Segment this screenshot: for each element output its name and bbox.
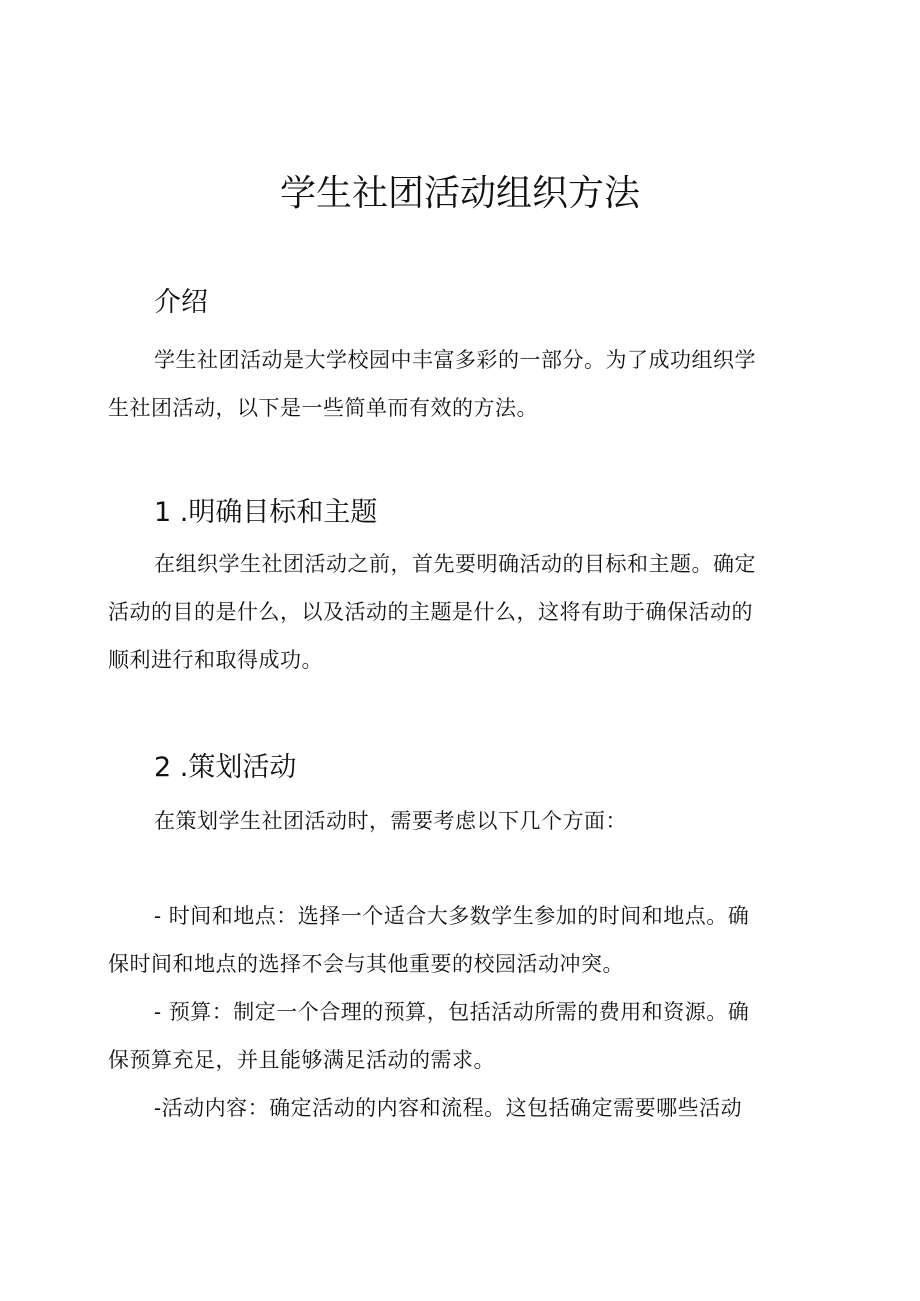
section-heading-intro: 介绍 <box>154 287 208 318</box>
bullet-line: 保预算充足，并且能够满足活动的需求。 <box>108 1048 495 1072</box>
section-heading-planning: 2 .策划活动 <box>154 752 297 783</box>
paragraph-line: 顺利进行和取得成功。 <box>108 648 323 672</box>
bullet-line: -活动内容：确定活动的内容和流程。这包括确定需要哪些活动 <box>154 1096 743 1120</box>
paragraph-line: 生社团活动，以下是一些简单而有效的方法。 <box>108 396 538 420</box>
paragraph-line: 在组织学生社团活动之前，首先要明确活动的目标和主题。确定 <box>154 552 756 576</box>
paragraph-line: 学生社团活动是大学校园中丰富多彩的一部分。为了成功组织学 <box>154 348 756 372</box>
bullet-line: - 时间和地点：选择一个适合大多数学生参加的时间和地点。确 <box>154 904 750 928</box>
page-title: 学生社团活动组织方法 <box>279 173 640 214</box>
paragraph-line: 活动的目的是什么，以及活动的主题是什么，这将有助于确保活动的 <box>108 600 753 624</box>
paragraph-line: 在策划学生社团活动时，需要考虑以下几个方面： <box>154 809 627 833</box>
section-heading-goals: 1 .明确目标和主题 <box>154 497 378 528</box>
bullet-line: - 预算：制定一个合理的预算，包括活动所需的费用和资源。确 <box>154 1000 750 1024</box>
bullet-line: 保时间和地点的选择不会与其他重要的校园活动冲突。 <box>108 952 624 976</box>
